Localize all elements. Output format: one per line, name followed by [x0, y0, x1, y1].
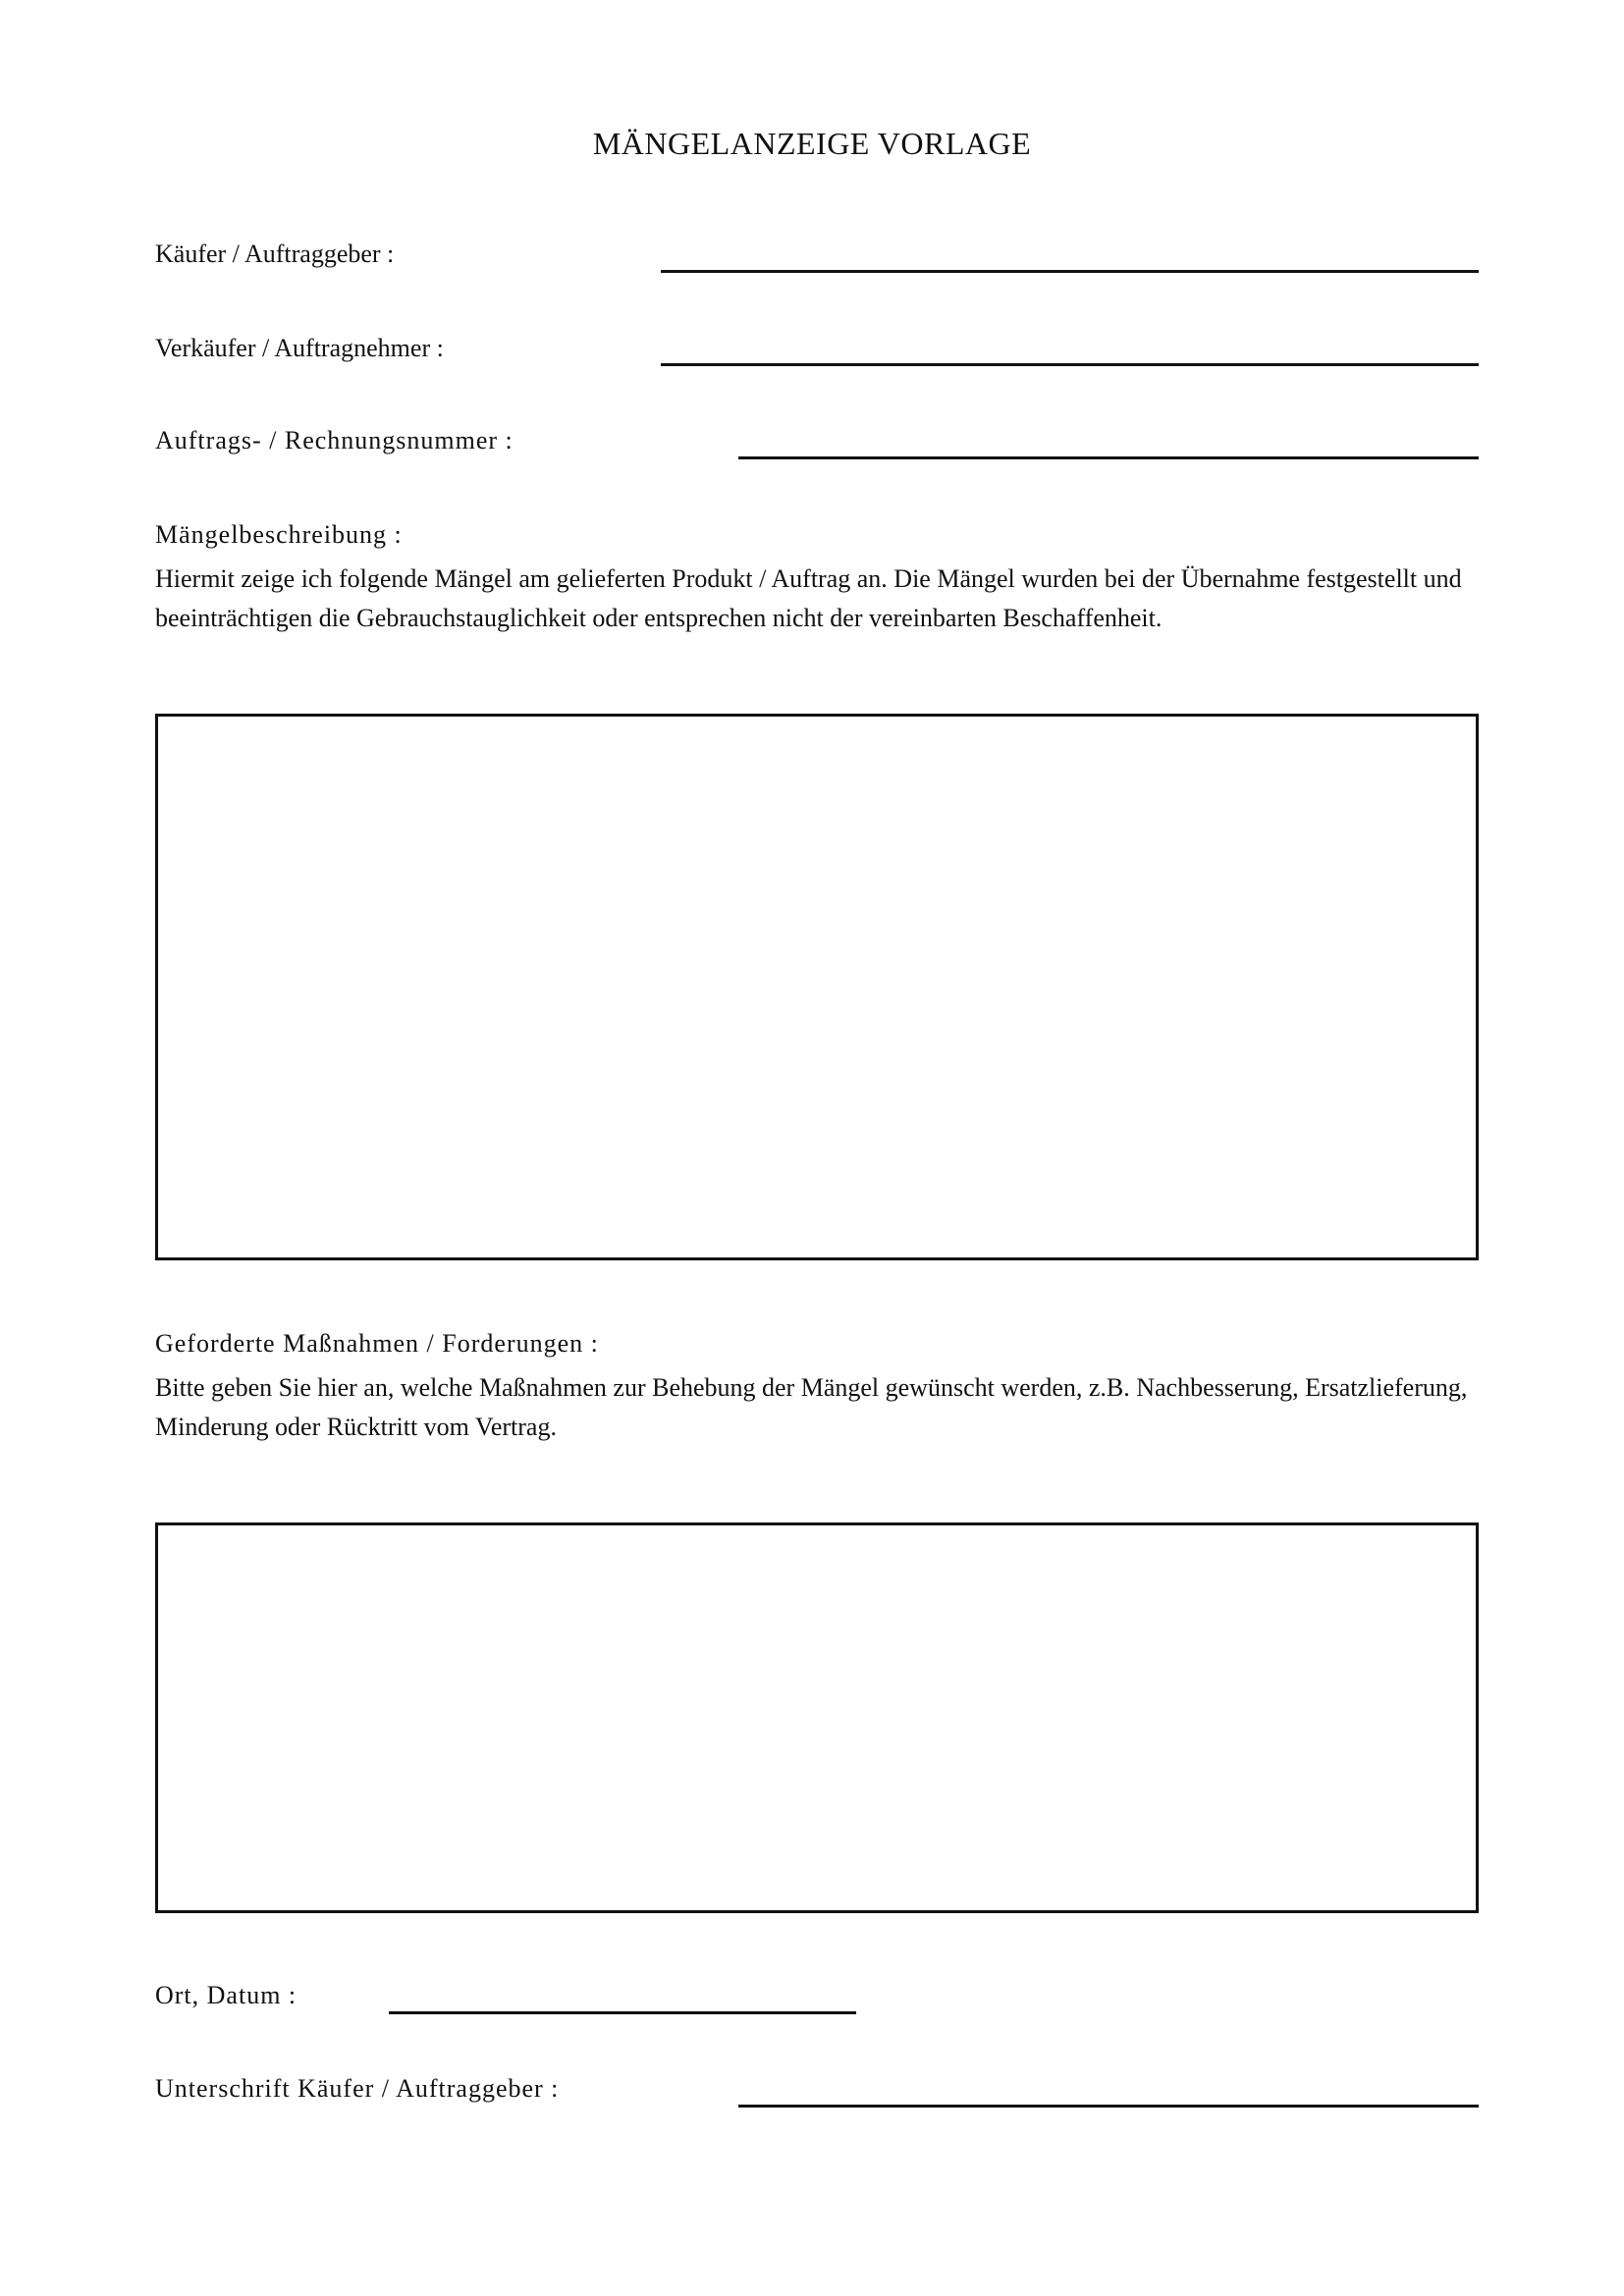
signature-label: Unterschrift Käufer / Auftraggeber :	[155, 2074, 560, 2103]
buyer-label: Käufer / Auftraggeber :	[155, 240, 395, 268]
order-number-input-line[interactable]	[738, 456, 1479, 459]
defects-heading: Mängelbeschreibung :	[155, 520, 403, 549]
signature-input-line[interactable]	[738, 2105, 1479, 2108]
defects-text-area[interactable]	[155, 714, 1479, 1260]
defects-instructions: Hiermit zeige ich folgende Mängel am gelieferten Produkt / Auftrag an. Die Mängel wurden bei der Übernahme festgestellt und beeinträchtigen die Gebrauchstauglichkeit oder entsprechen nicht der vereinbarten Beschaffenheit.	[155, 564, 1462, 632]
order-number-label: Auftrags- / Rechnungsnummer :	[155, 426, 514, 454]
buyer-input-line[interactable]	[661, 270, 1479, 273]
seller-label: Verkäufer / Auftragnehmer :	[155, 334, 444, 362]
page-title: MÄNGELANZEIGE VORLAGE	[592, 126, 1032, 161]
demands-heading: Geforderte Maßnahmen / Forderungen :	[155, 1329, 599, 1358]
seller-input-line[interactable]	[661, 363, 1479, 366]
demands-text-area[interactable]	[155, 1522, 1479, 1913]
place-date-label: Ort, Datum :	[155, 1981, 298, 2009]
demands-instructions: Bitte geben Sie hier an, welche Maßnahmen zur Behebung der Mängel gewünscht werden, z.B. Nachbesserung, Ersatzlieferung, Minderung oder Rücktritt vom Vertrag.	[155, 1373, 1468, 1441]
place-date-input-line[interactable]	[389, 2011, 856, 2014]
